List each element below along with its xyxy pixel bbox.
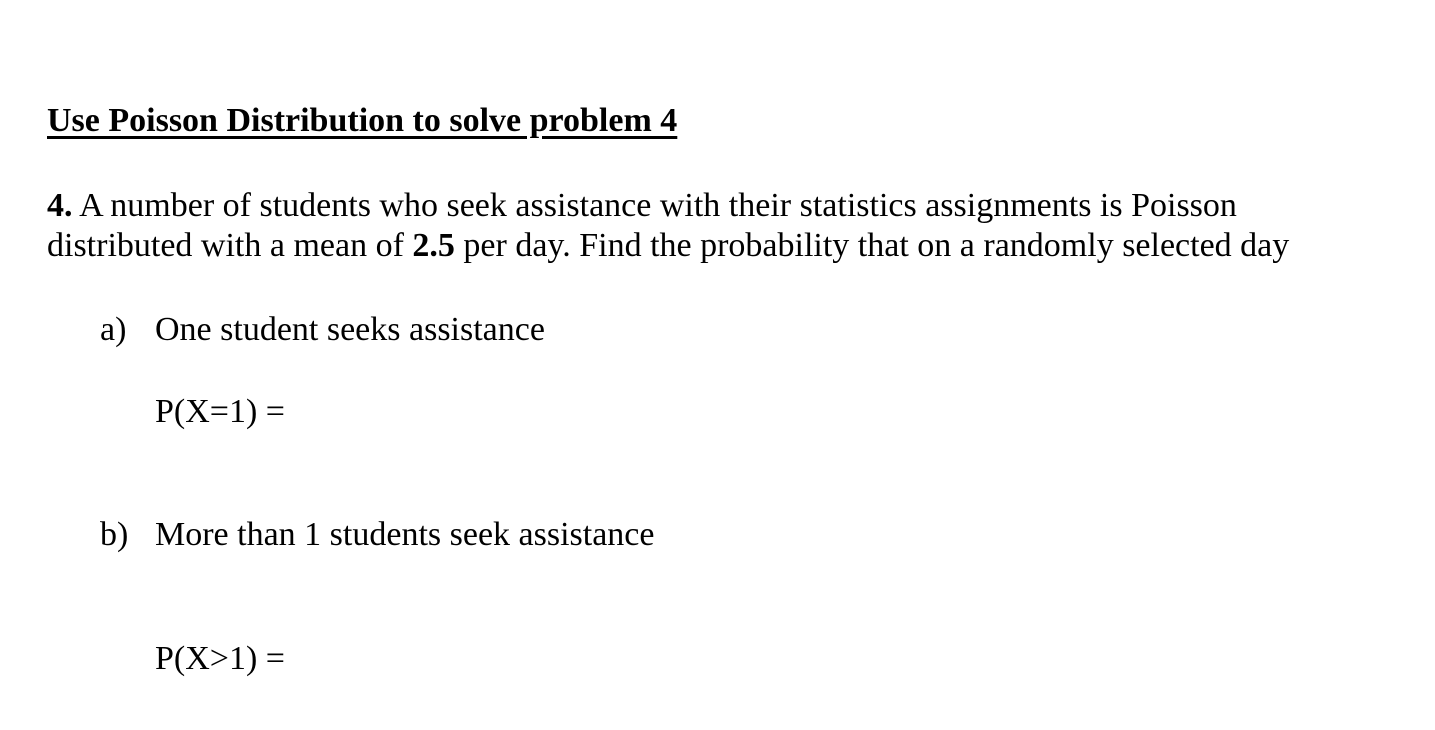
part-a-probability-expression: P(X=1) = (155, 393, 285, 430)
part-b-marker: b) (100, 516, 129, 553)
part-a (100, 310, 545, 350)
problem-mean-value: 2.5 (412, 227, 455, 264)
problem-text-after-mean: per day. Find the probability that on a randomly selected day (454, 227, 1290, 264)
part-a-marker: a) (100, 311, 127, 348)
part-b-text: More than 1 students seek assistance (155, 516, 655, 553)
problem-number: 4. (47, 187, 73, 224)
problem-text-before-mean: A number of students who seek assistance with their statistics assignments is Poisson distributed with a mean of (47, 187, 1237, 264)
part-a-text: One student seeks assistance (155, 311, 545, 348)
problem-statement (47, 186, 1337, 266)
section-heading: Use Poisson Distribution to solve problem 4 (47, 102, 678, 139)
part-b (100, 515, 655, 555)
part-b-probability-expression: P(X>1) = (155, 640, 285, 677)
